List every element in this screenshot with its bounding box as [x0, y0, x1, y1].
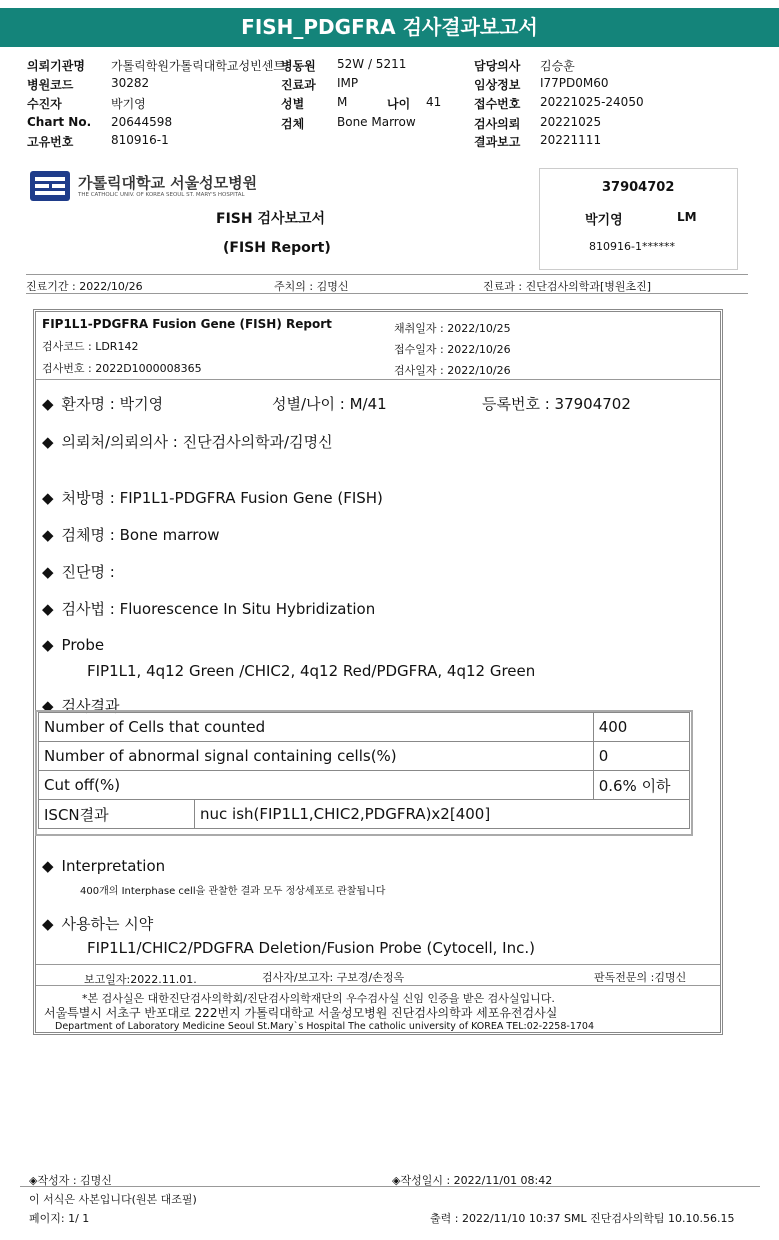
- result-table: [38, 712, 690, 829]
- page-title: FISH_PDGFRA 검사결과보고서: [0, 8, 779, 47]
- hospital-name: 가톨릭대학교 서울성모병원: [78, 174, 258, 192]
- header-value: 가톨릭학원가톨릭대학교성빈센트: [111, 59, 285, 73]
- diamond-bullet-icon: ◆: [42, 395, 54, 413]
- lab-address-en: Department of Laboratory Medicine Seoul St.Mary`s Hospital The catholic university of KOREA TEL:02-2258-1704: [55, 1021, 595, 1032]
- probe-label: Probe: [61, 636, 105, 654]
- header-label: 접수번호: [474, 97, 521, 111]
- table-row: [39, 742, 690, 771]
- reagent-text: FIP1L1/CHIC2/PDGFRA Deletion/Fusion Probe (Cytocell, Inc.): [87, 939, 535, 957]
- page-number: 페이지: 1/ 1: [29, 1212, 90, 1225]
- result-label: 검사결과: [61, 697, 120, 715]
- registration-number: 37904702: [602, 180, 675, 195]
- divider: [36, 985, 720, 986]
- table-cell: 0.6% 이하: [593, 771, 689, 800]
- divider: [36, 379, 720, 380]
- patient-tag: LM: [677, 210, 697, 224]
- header-value: 20644598: [111, 115, 173, 129]
- test-code: 검사코드 : LDR142: [42, 340, 139, 353]
- table-cell: Cut off(%): [39, 771, 594, 800]
- hospital-card: [26, 168, 538, 270]
- header-value: 김승훈: [540, 59, 575, 73]
- interpretation-text: 400개의 Interphase cell을 관찰한 결과 모두 정상세포로 관찰됩니다: [80, 886, 386, 897]
- print-info: 출력 : 2022/11/10 10:37 SML 진단검사의학팀 10.10.56.15: [430, 1212, 735, 1225]
- table-cell: ISCN결과: [39, 800, 195, 829]
- report-date: 보고일자:2022.11.01.: [84, 973, 197, 986]
- receive-date: 접수일자 : 2022/10/26: [394, 343, 511, 356]
- header-label: 검체: [281, 117, 305, 131]
- table-row: [39, 771, 690, 800]
- reagent-heading: [42, 913, 153, 934]
- header-label: 의뢰기관명: [27, 59, 85, 73]
- diagnosis-line: [42, 561, 115, 582]
- diamond-bullet-icon: ◆: [42, 857, 54, 875]
- header-value: 52W / 5211: [337, 57, 407, 71]
- interpretation-heading: [42, 857, 165, 875]
- patient-id-box: [539, 168, 738, 270]
- header-value: 20221111: [540, 133, 602, 147]
- diamond-bullet-icon: ◆: [42, 526, 54, 544]
- table-cell: 0: [593, 742, 689, 771]
- table-row: [39, 713, 690, 742]
- diamond-bullet-icon: ◆: [42, 697, 54, 715]
- attending-doctor: 주치의 : 김명신: [274, 280, 349, 293]
- header-label: 나이: [387, 97, 411, 111]
- header-value: 20221025: [540, 115, 602, 129]
- header-value: M: [337, 95, 348, 109]
- report-title-en: (FISH Report): [223, 240, 331, 256]
- order-line: [42, 487, 383, 508]
- table-cell: nuc ish(FIP1L1,CHIC2,PDGFRA)x2[400]: [195, 800, 690, 829]
- interpretation-label: Interpretation: [61, 857, 166, 875]
- header-value: 810916-1: [111, 133, 169, 147]
- collect-date: 채취일자 : 2022/10/25: [394, 322, 511, 335]
- divider: [36, 964, 720, 965]
- header-label: 수진자: [27, 97, 62, 111]
- report-name: FIP1L1-PDGFRA Fusion Gene (FISH) Report: [42, 317, 332, 331]
- patient-field: 환자명 : 박기영: [61, 395, 164, 413]
- test-date: 검사일자 : 2022/10/26: [394, 364, 511, 377]
- specimen-line: [42, 524, 220, 545]
- header-value: 20221025-24050: [540, 95, 644, 109]
- header-value: 박기영: [111, 97, 146, 111]
- table-row: [39, 800, 690, 829]
- copy-notice: 이 서식은 사본입니다(원본 대조필): [29, 1193, 197, 1206]
- written-time: ◈작성일시 : 2022/11/01 08:42: [392, 1174, 553, 1187]
- diamond-bullet-icon: ◆: [42, 563, 54, 581]
- method-line: [42, 598, 375, 619]
- author: ◈작성자 : 김명신: [29, 1174, 112, 1187]
- hospital-name-en: THE CATHOLIC UNIV. OF KOREA SEOUL ST. MARY'S HOSPITAL: [78, 192, 245, 198]
- header-label: 병원코드: [27, 78, 74, 92]
- diamond-bullet-icon: ◆: [42, 600, 54, 618]
- probe-value: FIP1L1, 4q12 Green /CHIC2, 4q12 Red/PDGFRA, 4q12 Green: [87, 662, 536, 680]
- sex-age-field: 성별/나이 : M/41: [272, 395, 387, 413]
- visit-department: 진료과 : 진단검사의학과[병원초진]: [483, 280, 652, 293]
- header-label: Chart No.: [27, 115, 92, 129]
- divider: [26, 293, 748, 294]
- header-label: 검사의뢰: [474, 117, 521, 131]
- divider: [26, 274, 748, 275]
- probe-heading: [42, 636, 104, 654]
- specimen-field: 검체명 : Bone marrow: [61, 526, 220, 544]
- patient-line: [42, 393, 163, 414]
- divider: [20, 1186, 760, 1187]
- header-label: 결과보고: [474, 135, 521, 149]
- lab-address: 서울특별시 서초구 반포대로 222번지 가톨릭대학교 서울성모병원 진단검사의학과 세포유전검사실: [44, 1006, 558, 1020]
- requester-field: 의뢰처/의뢰의사 : 진단검사의학과/김명신: [61, 433, 333, 451]
- diamond-bullet-icon: ◆: [42, 915, 54, 933]
- header-value: I77PD0M60: [540, 76, 609, 90]
- header-label: 임상정보: [474, 78, 521, 92]
- table-cell: Number of Cells that counted: [39, 713, 594, 742]
- registration-field: 등록번호 : 37904702: [482, 395, 631, 413]
- hospital-logo-icon: [30, 171, 70, 201]
- header-value: IMP: [337, 76, 359, 90]
- visit-period: 진료기간 : 2022/10/26: [26, 280, 143, 293]
- order-field: 처방명 : FIP1L1-PDGFRA Fusion Gene (FISH): [61, 489, 383, 507]
- diagnosis-field: 진단명 :: [61, 563, 115, 581]
- report-title: FISH 검사보고서: [216, 211, 326, 227]
- header-value: Bone Marrow: [337, 115, 416, 129]
- header-label: 고유번호: [27, 135, 74, 149]
- method-field: 검사법 : Fluorescence In Situ Hybridization: [61, 600, 376, 618]
- patient-rrn: 810916-1******: [589, 240, 675, 253]
- accreditation-note: *본 검사실은 대한진단검사의학회/진단검사의학재단의 우수검사실 신임 인증을 받은 검사실입니다.: [82, 992, 555, 1005]
- test-number: 검사번호 : 2022D1000008365: [42, 362, 202, 375]
- header-value: 30282: [111, 76, 150, 90]
- reader: 판독전문의 :김명신: [594, 971, 687, 984]
- header-label: 성별: [281, 97, 305, 111]
- tester: 검사자/보고자: 구보경/손정옥: [262, 971, 405, 984]
- diamond-bullet-icon: ◆: [42, 433, 54, 451]
- patient-name: 박기영: [585, 213, 623, 228]
- table-cell: 400: [593, 713, 689, 742]
- header-label: 담당의사: [474, 59, 521, 73]
- header-label: 병동원: [281, 59, 316, 73]
- header-label: 진료과: [281, 78, 316, 92]
- diamond-bullet-icon: ◆: [42, 489, 54, 507]
- table-cell: Number of abnormal signal containing cells(%): [39, 742, 594, 771]
- reagent-label: 사용하는 시약: [61, 915, 154, 933]
- header-value: 41: [426, 95, 442, 109]
- diamond-bullet-icon: ◆: [42, 636, 54, 654]
- requester-line: [42, 431, 333, 452]
